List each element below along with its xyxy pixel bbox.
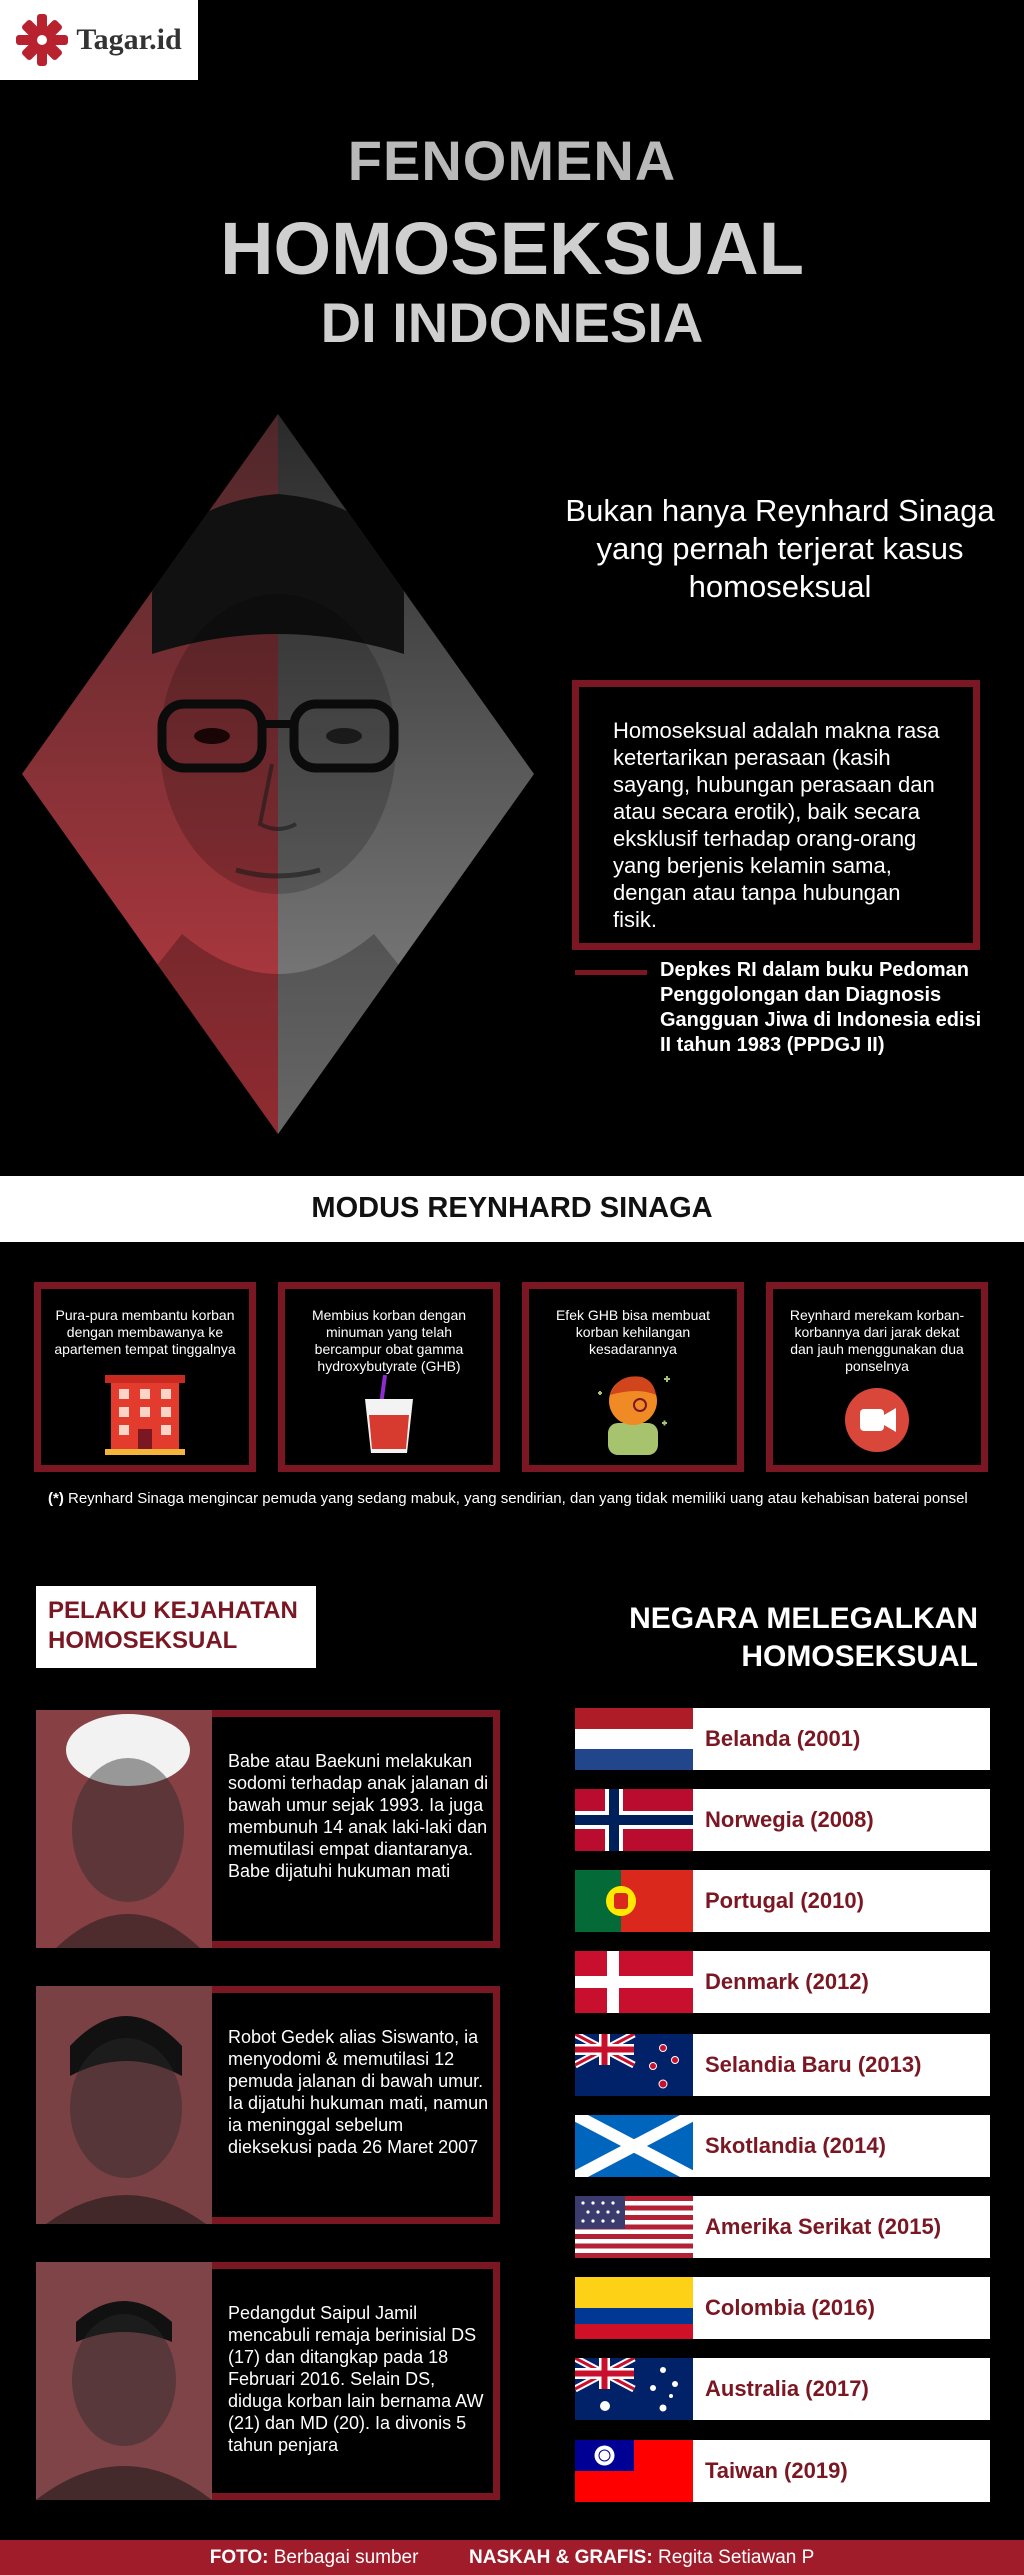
pelaku-case-text: Babe atau Baekuni melakukan sodomi terhadap anak jalanan di bawah umur sejak 1993. Ia juga membunuh 14 anak laki-laki dan memutilasi empat diantaranya. Babe dijatuhi hukuman mati [228,1751,489,1881]
pelaku-case-text: Pedangdut Saipul Jamil mencabuli remaja berinisial DS (17) dan ditangkap pada 18 Februari 2016. Selain DS, diduga korban lain bernama AW (21) dan MD (20). Ia divonis 5 tahun penjara [228,2303,484,2455]
country-name: Norwegia (2008) [705,1807,874,1832]
usa-flag-icon [575,2196,693,2258]
modus-title: MODUS REYNHARD SINAGA [311,1192,713,1224]
norway-flag-icon [575,1789,693,1851]
country-row-belanda [575,1708,990,1770]
modus-card-text: Efek GHB bisa membuat korban kehilangan kesadarannya [555,1307,711,1357]
country-name: Denmark (2012) [705,1969,869,1994]
country-name: Selandia Baru (2013) [705,2052,922,2077]
title-line-2: HOMOSEKSUAL [220,207,804,290]
country-row-skotlandia [575,2115,990,2177]
tagar-cross-icon [16,14,68,66]
negara-title-2: HOMOSEKSUAL [741,1640,978,1673]
taiwan-flag-icon [575,2440,693,2502]
scotland-flag-icon [575,2115,693,2177]
reynhard-portrait [22,414,534,1134]
definition-text: Homoseksual adalah makna rasa ketertarikan perasaan (kasih sayang, hubungan perasaan dan atau secara erotik), baik secara eksklusif terhadap orang-orang yang berjenis kelamin sama, dengan atau tanpa hubungan fisik. [613,718,940,932]
pelaku-case-3 [36,2262,500,2500]
country-row-colombia [575,2277,990,2339]
modus-card-1 [34,1282,256,1472]
modus-card-4 [766,1282,988,1472]
source-divider [575,970,647,975]
drink-cup-icon [359,1375,419,1455]
modus-card-text: Reynhard merekam korban-korbannya dari jarak dekat dan jauh menggunakan dua ponselnya [789,1307,965,1374]
pelaku-case-1 [36,1710,500,1948]
negara-title-1: NEGARA MELEGALKAN [629,1602,978,1635]
foto-value: Berbagai sumber [268,2547,419,2568]
country-name: Australia (2017) [705,2376,869,2401]
pelaku-photo-saipul-jamil [36,2262,212,2500]
country-row-portugal [575,1870,990,1932]
country-name: Colombia (2016) [705,2295,875,2320]
source-text: Depkes RI dalam buku Pedoman Penggolongan dan Diagnosis Gangguan Jiwa di Indonesia edisi II tahun 1983 (PPDGJ II) [660,959,982,1056]
pelaku-case-2 [36,1986,500,2224]
country-name: Belanda (2001) [705,1726,861,1751]
country-row-norwegia [575,1789,990,1851]
country-name: Skotlandia (2014) [705,2133,886,2158]
pelaku-case-text: Robot Gedek alias Siswanto, ia menyodomi & memutilasi 12 pemuda jalanan di bawah umur. Ia dijatuhi hukuman mati, namun ia meninggal sebelum dieksekusi pada 26 Maret 2007 [228,2027,489,2157]
country-row-australia [575,2358,990,2420]
modus-note [48,1490,1008,1507]
dizzy-person-icon [588,1365,678,1455]
country-row-taiwan [575,2440,990,2502]
tagar-logo[interactable] [0,0,198,80]
naskah-value: Regita Setiawan P [652,2547,815,2568]
foto-label: FOTO: [209,2547,269,2568]
video-camera-icon [842,1385,912,1455]
modus-card-3 [522,1282,744,1472]
country-row-amerika-serikat [575,2196,990,2258]
note-mark: (*) [48,1490,64,1507]
title-line-1: FENOMENA [347,129,677,192]
subtitle: Bukan hanya Reynhard Sinaga yang pernah terjerat kasus homoseksual [565,493,995,604]
logo-text: Tagar.id [76,23,182,56]
country-name: Taiwan (2019) [705,2458,848,2483]
denmark-flag-icon [575,1951,693,2013]
country-row-selandia-baru [575,2034,990,2096]
pelaku-title-1: PELAKU KEJAHATAN [48,1597,298,1624]
title-line-3: DI INDONESIA [320,291,704,354]
negara-heading [600,1600,978,1676]
country-name: Amerika Serikat (2015) [705,2214,942,2239]
new-zealand-flag-icon [575,2034,693,2096]
modus-card-text: Membius korban dengan minuman yang telah bercampur obat gamma hydroxybutyrate (GHB) [311,1307,467,1374]
modus-card-2 [278,1282,500,1472]
pelaku-photo-robot-gedek [36,1986,212,2224]
portugal-flag-icon [575,1870,693,1932]
footer-credits [0,2547,1024,2569]
pelaku-title-2: HOMOSEKSUAL [48,1627,238,1654]
modus-card-text: Pura-pura membantu korban dengan membawanya ke apartemen tempat tinggalnya [54,1307,236,1357]
pelaku-photo-babe [36,1710,212,1948]
apartment-building-icon [105,1371,185,1455]
country-name: Portugal (2010) [705,1888,864,1913]
naskah-label: NASKAH & GRAFIS: [469,2547,653,2568]
netherlands-flag-icon [575,1708,693,1770]
definition-box [572,680,980,950]
colombia-flag-icon [575,2277,693,2339]
country-row-denmark [575,1951,990,2013]
australia-flag-icon [575,2358,693,2420]
pelaku-heading [36,1586,316,1668]
note-text: Reynhard Sinaga mengincar pemuda yang sedang mabuk, yang sendirian, dan yang tidak memiliki uang atau kehabisan baterai ponsel [63,1490,968,1507]
